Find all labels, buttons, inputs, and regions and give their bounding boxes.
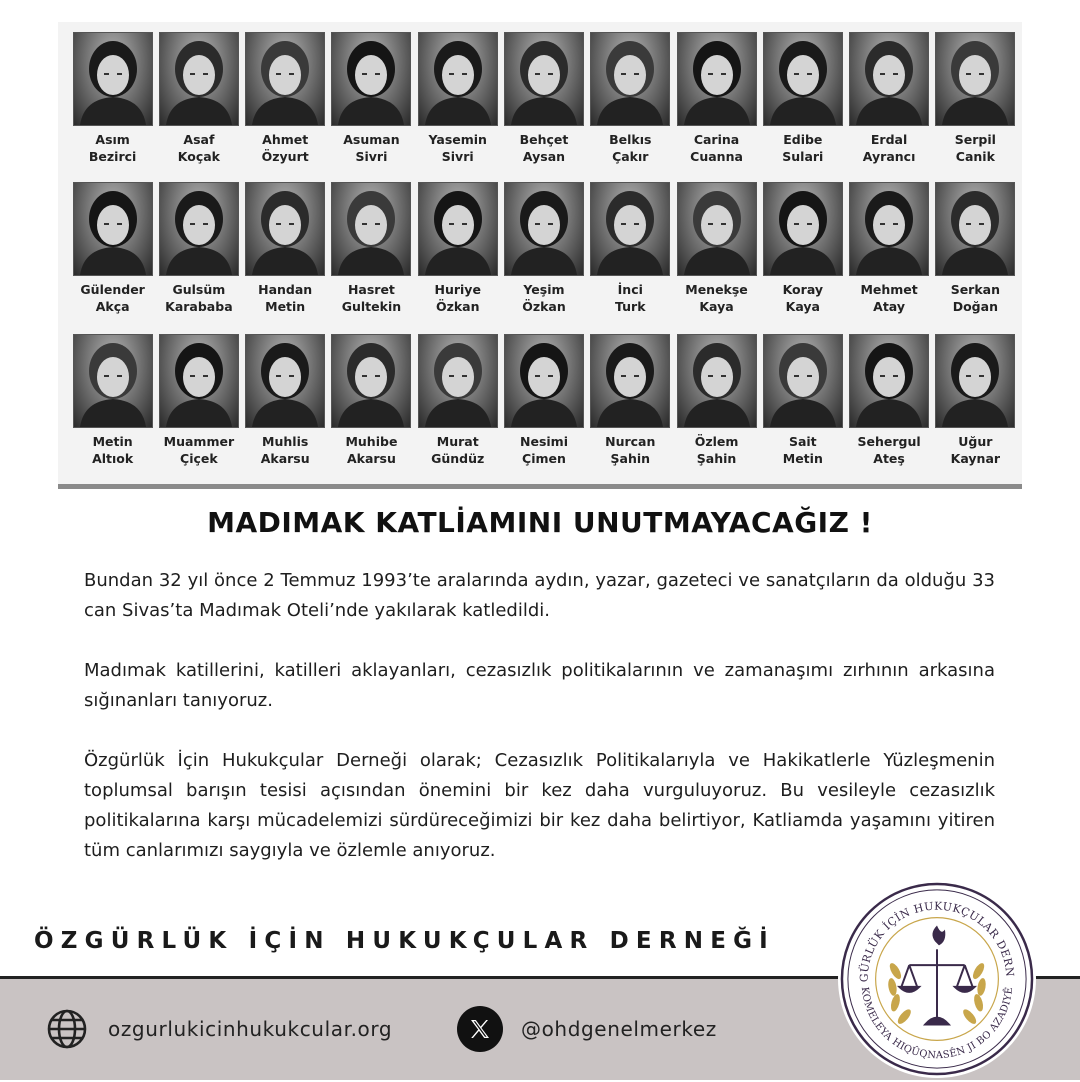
victim-name	[435, 281, 481, 315]
victim-last-name: Sulari	[782, 149, 824, 164]
photo-row-2	[72, 182, 1016, 328]
victim-card	[503, 32, 584, 178]
victim-name	[863, 131, 916, 165]
victim-first-name: Menekşe	[685, 282, 748, 297]
victim-name	[858, 433, 921, 467]
victim-first-name: Özlem	[694, 434, 739, 449]
victim-portrait	[418, 334, 498, 428]
x-profile-link[interactable]	[457, 1006, 717, 1052]
victim-last-name: Akarsu	[260, 451, 310, 466]
victim-card	[676, 334, 757, 480]
victim-portrait	[73, 334, 153, 428]
victim-last-name: Atay	[873, 299, 906, 314]
victim-first-name: Edibe	[783, 132, 823, 147]
victim-card	[158, 32, 239, 178]
victim-last-name: Akça	[95, 299, 130, 314]
victim-first-name: Gülender	[80, 282, 145, 297]
victim-first-name: Metin	[92, 434, 133, 449]
victim-first-name: Erdal	[870, 132, 908, 147]
photo-row-1	[72, 32, 1016, 178]
victim-card	[72, 334, 153, 480]
victim-card	[935, 182, 1016, 328]
victim-last-name: Özkan	[522, 299, 566, 314]
website-link[interactable]	[44, 1006, 392, 1052]
victim-first-name: Hasret	[347, 282, 395, 297]
globe-icon	[44, 1006, 90, 1052]
victim-last-name: Sivri	[441, 149, 474, 164]
victim-first-name: Murat	[436, 434, 479, 449]
headline: MADIMAK KATLİAMINI UNUTMAYACAĞIZ !	[207, 506, 873, 539]
victim-card	[503, 334, 584, 480]
victim-card	[245, 182, 326, 328]
victim-portrait	[245, 182, 325, 276]
victim-last-name: Akarsu	[346, 451, 396, 466]
victim-portrait	[849, 182, 929, 276]
victim-first-name: Handan	[258, 282, 313, 297]
victim-portrait	[331, 32, 411, 126]
victim-name	[605, 433, 655, 467]
victim-last-name: Özkan	[435, 299, 480, 314]
victims-photo-grid	[58, 22, 1022, 489]
victim-last-name: Çiçek	[180, 451, 218, 466]
victim-portrait	[935, 182, 1015, 276]
victim-first-name: İnci	[617, 282, 643, 297]
victim-name	[782, 131, 823, 165]
victim-portrait	[331, 182, 411, 276]
victim-first-name: Nesimi	[520, 434, 568, 449]
victim-name	[345, 433, 397, 467]
victim-portrait	[245, 334, 325, 428]
victim-last-name: Ayrancı	[862, 149, 916, 164]
x-handle: @ohdgenelmerkez	[521, 1017, 717, 1041]
victim-first-name: Asuman	[343, 132, 400, 147]
victim-first-name: Yasemin	[428, 132, 487, 147]
photo-row-3	[72, 334, 1016, 480]
victim-portrait	[935, 32, 1015, 126]
victim-name	[860, 281, 917, 315]
victim-last-name: Şahin	[610, 451, 651, 466]
victim-portrait	[849, 334, 929, 428]
victim-card	[417, 32, 498, 178]
victim-last-name: Karababa	[165, 299, 233, 314]
victim-last-name: Kaynar	[950, 451, 1001, 466]
victim-last-name: Turk	[615, 299, 646, 314]
victim-first-name: Muammer	[163, 434, 235, 449]
victim-card	[848, 182, 929, 328]
victim-portrait	[504, 32, 584, 126]
victim-portrait	[677, 32, 757, 126]
victim-first-name: Muhlis	[262, 434, 309, 449]
victim-first-name: Yeşim	[523, 282, 565, 297]
victim-first-name: Uğur	[958, 434, 993, 449]
victim-name	[89, 131, 136, 165]
victim-name	[165, 281, 233, 315]
victim-first-name: Sehergul	[857, 434, 921, 449]
victim-portrait	[677, 182, 757, 276]
victim-portrait	[763, 182, 843, 276]
paragraph-3: Özgürlük İçin Hukukçular Derneği olarak; Cezasızlık Politikalarıyla ve Hakikatlerle Yüzleşmenin toplumsal barışın tesisi açısından önemini bir kez daha vurguluyoruz. Bu vesileyle cezasızlık politikalarına karşı mücadelemizi sürdüreceğimizi bir kez daha belirtiyor, Katliamda yaşamını yitiren tüm canlarımızı saygıyla ve özlemle anıyoruz.	[84, 750, 995, 861]
victim-last-name: Ateş	[873, 451, 905, 466]
victim-portrait	[677, 334, 757, 428]
victim-name	[783, 281, 823, 315]
victim-first-name: Sait	[788, 434, 817, 449]
victim-portrait	[73, 182, 153, 276]
victim-last-name: Aysan	[522, 149, 566, 164]
victim-portrait	[245, 32, 325, 126]
victim-last-name: Doğan	[952, 299, 998, 314]
victim-card	[417, 334, 498, 480]
victim-card	[590, 182, 671, 328]
seal-top-text: GÜRLÜK İÇİN HUKUKÇULAR DERN	[857, 899, 1017, 983]
victim-name	[951, 281, 1000, 315]
victim-last-name: Altıok	[92, 451, 134, 466]
paragraph-1: Bundan 32 yıl önce 2 Temmuz 1993’te aralarında aydın, yazar, gazeteci ve sanatçıların da olduğu 33 can Sivas’ta Madımak Oteli’nde yakılarak katledildi.	[84, 570, 995, 621]
victim-first-name: Ahmet	[262, 132, 309, 147]
victim-portrait	[590, 334, 670, 428]
website-url: ozgurlukicinhukukcular.org	[108, 1017, 393, 1041]
victim-name	[428, 131, 486, 165]
victim-card	[245, 334, 326, 480]
victim-portrait	[590, 32, 670, 126]
victim-portrait	[763, 334, 843, 428]
victim-card	[590, 32, 671, 178]
victim-last-name: Çimen	[522, 451, 566, 466]
victim-portrait	[418, 32, 498, 126]
victim-first-name: Mehmet	[860, 282, 918, 297]
seal-bottom-text: KOMELEYA HIQÛQNASÊN JI BO AZADIYÊ	[858, 986, 1016, 1062]
paragraph-2: Madımak katillerini, katilleri aklayanları, cezasızlık politikalarının ve zamanaşımı zırhının arkasına sığınanları tanıyoruz.	[84, 660, 995, 711]
victim-first-name: Carina	[693, 132, 740, 147]
victim-card	[848, 334, 929, 480]
victim-card	[72, 182, 153, 328]
victim-first-name: Nurcan	[605, 434, 656, 449]
organization-name: ÖZGÜRLÜK İÇİN HUKUKÇULAR DERNEĞİ	[34, 928, 775, 954]
victim-name	[164, 433, 234, 467]
victim-first-name: Muhibe	[345, 434, 398, 449]
victim-card	[331, 32, 412, 178]
victim-name	[615, 281, 646, 315]
victim-card	[848, 32, 929, 178]
victim-first-name: Koray	[782, 282, 824, 297]
victim-card	[503, 182, 584, 328]
victim-name	[685, 281, 748, 315]
victim-card	[158, 182, 239, 328]
victim-last-name: Koçak	[177, 149, 220, 164]
victim-name	[520, 433, 568, 467]
victim-first-name: Gulsüm	[172, 282, 226, 297]
victim-name	[261, 433, 310, 467]
victim-name	[690, 131, 743, 165]
victim-name	[955, 131, 996, 165]
victim-card	[331, 182, 412, 328]
victim-card	[762, 334, 843, 480]
victim-portrait	[849, 32, 929, 126]
victim-card	[762, 182, 843, 328]
victim-portrait	[504, 334, 584, 428]
victim-first-name: Belkıs	[609, 132, 652, 147]
victim-last-name: Şahin	[696, 451, 737, 466]
victim-last-name: Kaya	[699, 299, 734, 314]
victim-last-name: Kaya	[785, 299, 820, 314]
victim-portrait	[935, 334, 1015, 428]
victim-portrait	[504, 182, 584, 276]
victim-last-name: Cuanna	[690, 149, 743, 164]
victim-portrait	[159, 32, 239, 126]
victim-first-name: Asım	[95, 132, 130, 147]
victim-last-name: Bezirci	[88, 149, 137, 164]
victim-first-name: Huriye	[434, 282, 481, 297]
victim-card	[935, 334, 1016, 480]
victim-name	[258, 281, 312, 315]
victim-last-name: Özyurt	[261, 149, 309, 164]
victim-last-name: Çakır	[612, 149, 649, 164]
victim-card	[72, 32, 153, 178]
victim-last-name: Gultekin	[341, 299, 402, 314]
victim-portrait	[418, 182, 498, 276]
victim-name	[609, 131, 651, 165]
victim-first-name: Asaf	[183, 132, 215, 147]
victim-card	[676, 32, 757, 178]
victim-name	[951, 433, 1000, 467]
victim-name	[178, 131, 220, 165]
victim-name	[520, 131, 569, 165]
victim-card	[245, 32, 326, 178]
association-seal	[838, 880, 1036, 1078]
victim-name	[343, 131, 399, 165]
victim-first-name: Behçet	[519, 132, 569, 147]
victim-name	[342, 281, 401, 315]
victim-portrait	[73, 32, 153, 126]
victim-card	[676, 182, 757, 328]
victim-card	[935, 32, 1016, 178]
victim-card	[590, 334, 671, 480]
victim-portrait	[590, 182, 670, 276]
victim-last-name: Sivri	[355, 149, 388, 164]
seal-emblem	[838, 880, 1036, 1078]
victim-name	[522, 281, 566, 315]
victim-last-name: Canik	[955, 149, 995, 164]
victim-card	[417, 182, 498, 328]
victim-last-name: Gündüz	[431, 451, 485, 466]
victim-portrait	[159, 334, 239, 428]
statement-body	[84, 566, 995, 896]
victim-card	[158, 334, 239, 480]
victim-card	[331, 334, 412, 480]
x-logo-icon	[457, 1006, 503, 1052]
victim-name	[92, 433, 133, 467]
victim-name	[80, 281, 144, 315]
victim-name	[783, 433, 823, 467]
victim-portrait	[763, 32, 843, 126]
victim-portrait	[331, 334, 411, 428]
victim-first-name: Serkan	[950, 282, 1000, 297]
victim-card	[762, 32, 843, 178]
victim-last-name: Metin	[782, 451, 823, 466]
victim-name	[262, 131, 309, 165]
victim-name	[695, 433, 739, 467]
victim-first-name: Serpil	[954, 132, 996, 147]
victim-last-name: Metin	[265, 299, 306, 314]
victim-name	[431, 433, 484, 467]
victim-portrait	[159, 182, 239, 276]
